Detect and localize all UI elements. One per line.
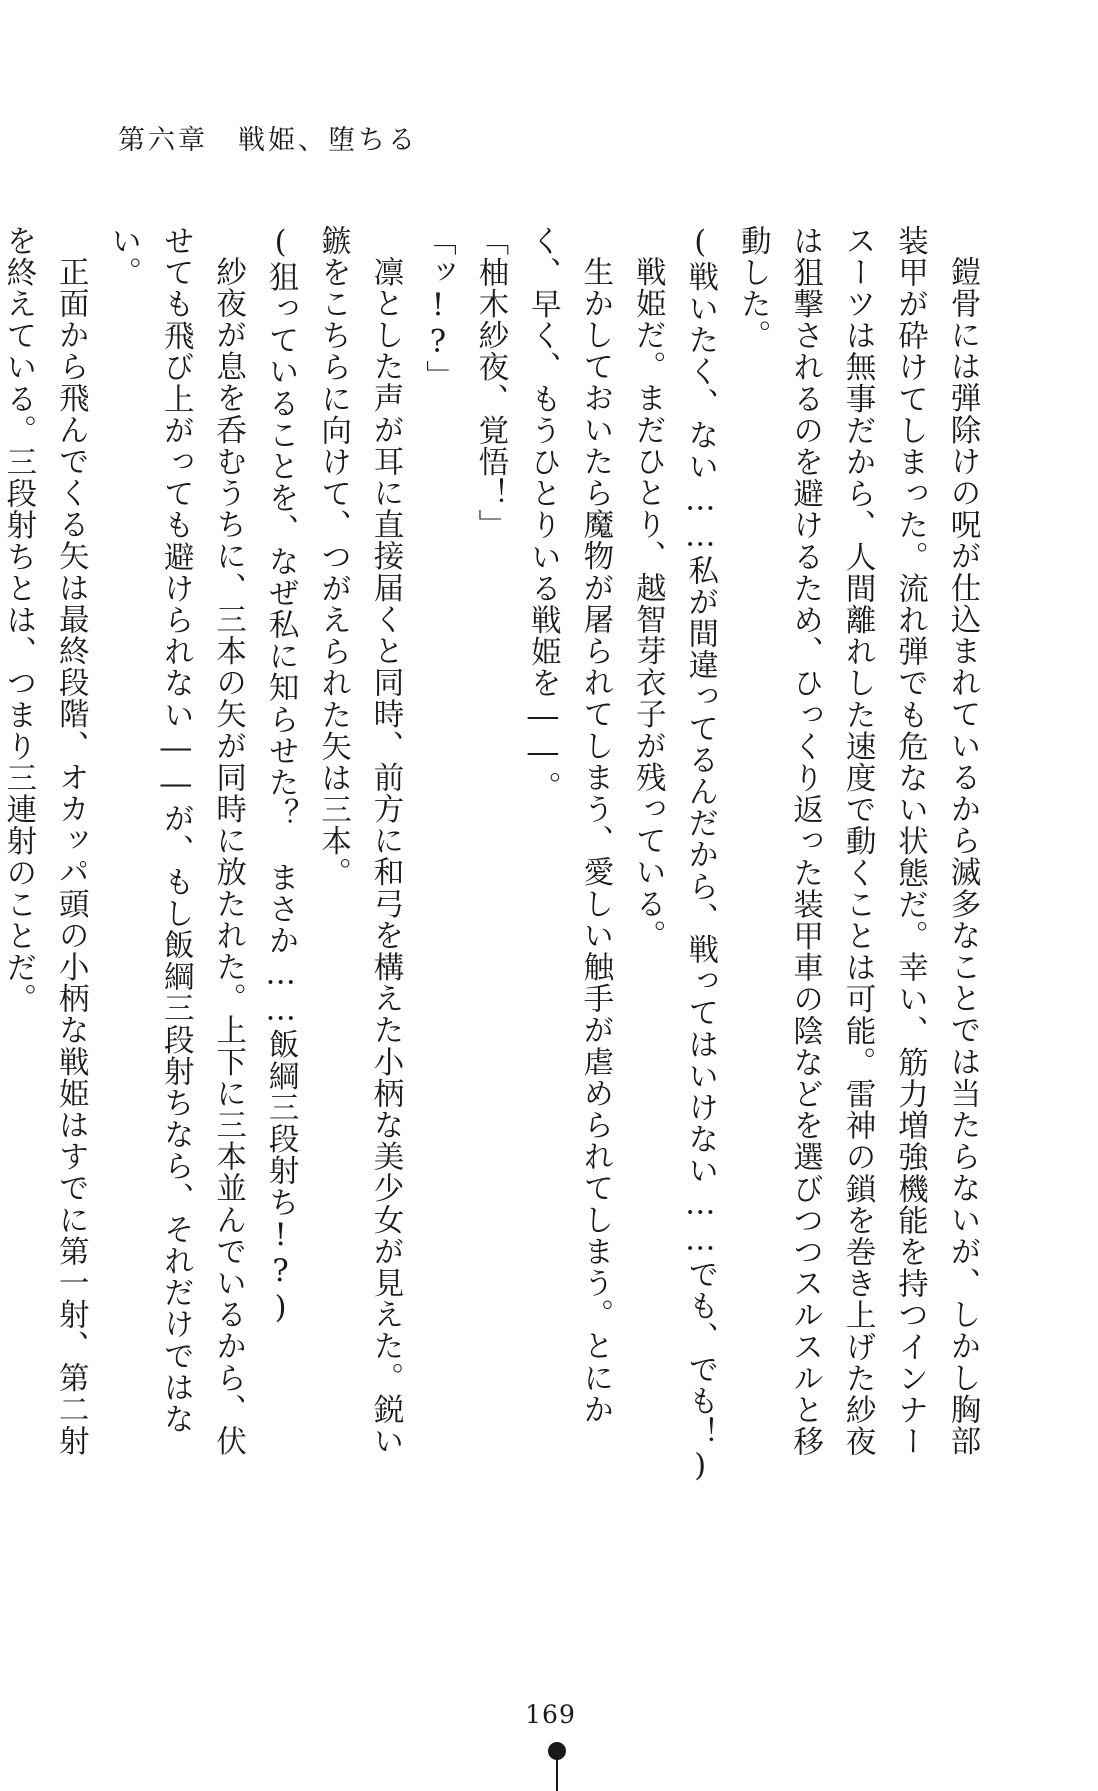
paragraph: 生かしておいたら魔物が屠られてしまう、愛しい触手が虐められてしまう。とにかく、早く、もうひとりいる戦姫を――。 (525, 225, 613, 1425)
running-header: 第六章 戦姫、堕ちる (118, 125, 418, 156)
page-body (0, 225, 988, 1485)
paragraph: 正面から飛んでくる矢は最終段階、オカッパ頭の小柄な戦姫はすでに第一射、第二射を終えている。三段射ちとは、つまり三連射のことだ。 (0, 225, 89, 1457)
paragraph: 鎧骨には弾除けの呪が仕込まれているから滅多なことでは当たらないが、しかし胸部装甲が砕けてしまった。流れ弾でも危ない状態だ。幸い、筋力増強機能を持つインナースーツは無事だから、人間離れした速度で動くことは可能。雷神の鎖を巻き上げた紗夜は狙撃されるのを避けるため、ひっくり返った装甲車の陰などを選びつつスルスルと移動した。 (735, 225, 980, 1458)
paragraph-dialogue: 「ッ!?」 (420, 225, 456, 392)
paragraph-dialogue: 「柚木紗夜、覚悟！」 (472, 225, 508, 541)
paragraph-dialogue: (戦いたく、ない……私が間違ってるんだから、戦ってはいけない……でも、でも！) (682, 225, 718, 1485)
page-marker-line (556, 1756, 558, 1791)
paragraph: 戦姫だ。まだひとり、越智芽衣子が残っている。 (630, 255, 666, 951)
paragraph: 紗夜が息を呑むうちに、三本の矢が同時に放たれた。上下に三本並んでいるから、伏せても飛び上がっても避けられない――が、もし飯綱三段射ちなら、それだけではない。 (105, 225, 246, 1457)
paragraph-dialogue: (狙っていることを、なぜ私に知らせた？ まさか……飯綱三段射ち!?) (263, 225, 299, 1327)
paragraph: 凛とした声が耳に直接届くと同時、前方に和弓を構えた小柄な美少女が見えた。鋭い鏃をこちらに向けて、つがえられた矢は三本。 (315, 225, 404, 1457)
page-number: 169 (525, 1700, 576, 1729)
